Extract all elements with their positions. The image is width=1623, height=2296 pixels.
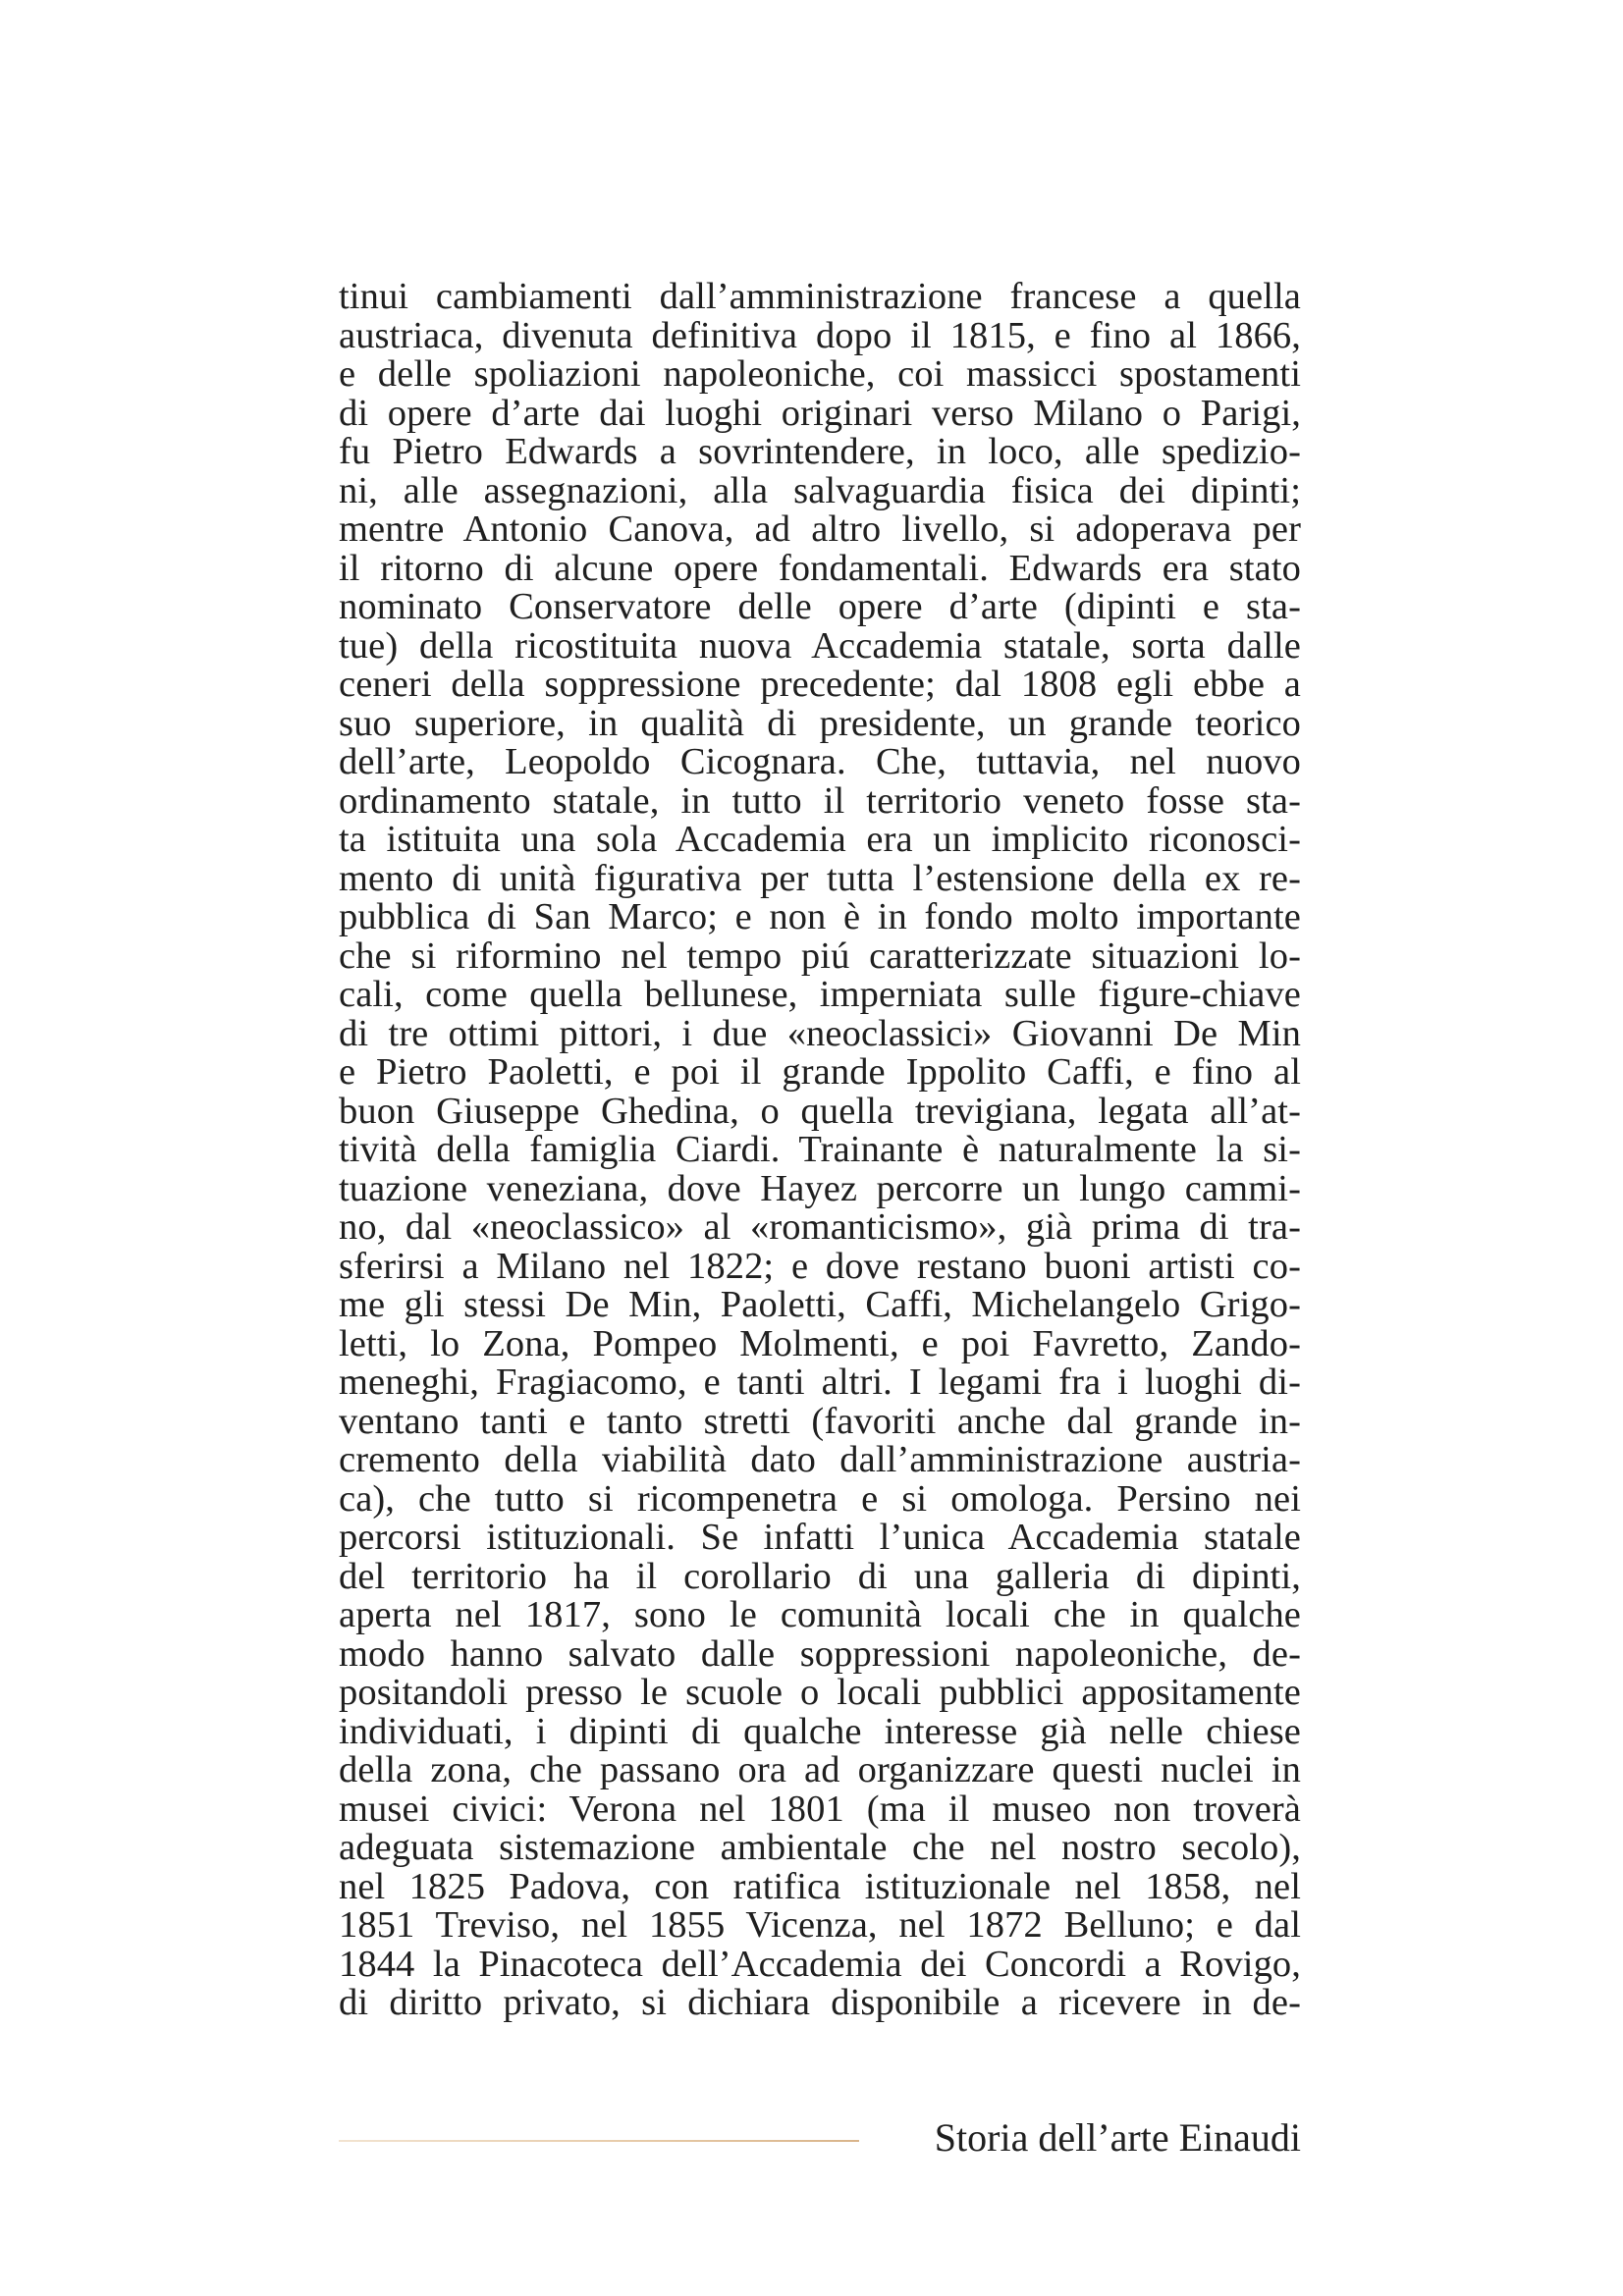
- text-line: tue) della ricostituita nuova Accademia statale, sorta dalle: [339, 624, 1301, 667]
- text-line: e delle spoliazioni napoleoniche, coi massicci spostamenti: [339, 353, 1301, 395]
- text-line: fu Pietro Edwards a sovrintendere, in loco, alle spedizio-: [339, 431, 1301, 472]
- text-line: cali, come quella bellunese, imperniata sulle figure-chiave: [339, 974, 1301, 1015]
- text-line: ventano tanti e tanto stretti (favoriti anche dal grande in-: [339, 1400, 1301, 1442]
- text-line: no, dal «neoclassico» al «romanticismo», già prima di tra-: [339, 1206, 1301, 1248]
- text-line: pubblica di San Marco; e non è in fondo molto importante: [339, 896, 1301, 937]
- text-line: e Pietro Paoletti, e poi il grande Ippolito Caffi, e fino al: [339, 1051, 1301, 1093]
- text-line: musei civici: Verona nel 1801 (ma il museo non troverà: [339, 1788, 1301, 1830]
- text-line: dell’arte, Leopoldo Cicognara. Che, tuttavia, nel nuovo: [339, 741, 1301, 782]
- text-line: adeguata sistemazione ambientale che nel nostro secolo),: [339, 1827, 1301, 1868]
- text-line: ceneri della soppressione precedente; dal 1808 egli ebbe a: [339, 664, 1301, 705]
- text-line: mento di unità figurativa per tutta l’estensione della ex re-: [339, 857, 1301, 899]
- text-line: ca), che tutto si ricompenetra e si omologa. Persino nei: [339, 1477, 1301, 1520]
- page-footer: [339, 2110, 1301, 2165]
- text-line: tuazione veneziana, dove Hayez percorre un lungo cammi-: [339, 1167, 1301, 1209]
- text-line: della zona, che passano ora ad organizzare questi nuclei in: [339, 1749, 1301, 1790]
- text-line: mentre Antonio Canova, ad altro livello, si adoperava per: [339, 508, 1301, 550]
- footer-rule: [339, 2140, 859, 2142]
- text-line: tività della famiglia Ciardi. Trainante è naturalmente la si-: [339, 1129, 1301, 1170]
- text-line: meneghi, Fragiacomo, e tanti altri. I legami fra i luoghi di-: [339, 1362, 1301, 1403]
- text-line: ni, alle assegnazioni, alla salvaguardia fisica dei dipinti;: [339, 469, 1301, 511]
- text-line: ta istituita una sola Accademia era un implicito riconosci-: [339, 819, 1301, 860]
- footer-label: Storia dell’arte Einaudi: [934, 2115, 1301, 2160]
- text-line: nominato Conservatore delle opere d’arte (dipinti e sta-: [339, 586, 1301, 627]
- text-line: ordinamento statale, in tutto il territorio veneto fosse sta-: [339, 779, 1301, 822]
- text-line: individuati, i dipinti di qualche interesse già nelle chiese: [339, 1710, 1301, 1752]
- text-line: sferirsi a Milano nel 1822; e dove restano buoni artisti co-: [339, 1245, 1301, 1287]
- text-line: di diritto privato, si dichiara disponibile a ricevere in de-: [339, 1982, 1301, 2023]
- text-line: letti, lo Zona, Pompeo Molmenti, e poi Favretto, Zando-: [339, 1322, 1301, 1364]
- text-line: di tre ottimi pittori, i due «neoclassici» Giovanni De Min: [339, 1012, 1301, 1054]
- text-line: di opere d’arte dai luoghi originari verso Milano o Parigi,: [339, 392, 1301, 434]
- text-line: del territorio ha il corollario di una galleria di dipinti,: [339, 1555, 1301, 1597]
- text-line: buon Giuseppe Ghedina, o quella trevigiana, legata all’at-: [339, 1090, 1301, 1132]
- text-line: suo superiore, in qualità di presidente, un grande teorico: [339, 702, 1301, 744]
- text-line: nel 1825 Padova, con ratifica istituzionale nel 1858, nel: [339, 1865, 1301, 1907]
- text-line: percorsi istituzionali. Se infatti l’unica Accademia statale: [339, 1517, 1301, 1558]
- text-line: modo hanno salvato dalle soppressioni napoleoniche, de-: [339, 1632, 1301, 1675]
- body-text: [339, 278, 1301, 2023]
- text-line: austriaca, divenuta definitiva dopo il 1815, e fino al 1866,: [339, 314, 1301, 356]
- text-line: positandoli presso le scuole o locali pubblici appositamente: [339, 1672, 1301, 1713]
- text-line: 1851 Treviso, nel 1855 Vicenza, nel 1872 Belluno; e dal: [339, 1904, 1301, 1946]
- text-line: che si riformino nel tempo piú caratterizzate situazioni lo-: [339, 934, 1301, 977]
- text-line: tinui cambiamenti dall’amministrazione francese a quella: [339, 276, 1301, 317]
- text-line: aperta nel 1817, sono le comunità locali che in qualche: [339, 1594, 1301, 1635]
- text-line: il ritorno di alcune opere fondamentali. Edwards era stato: [339, 547, 1301, 589]
- text-line: me gli stessi De Min, Paoletti, Caffi, Michelangelo Grigo-: [339, 1284, 1301, 1325]
- text-line: 1844 la Pinacoteca dell’Accademia dei Concordi a Rovigo,: [339, 1943, 1301, 1985]
- text-line: cremento della viabilità dato dall’amministrazione austria-: [339, 1439, 1301, 1480]
